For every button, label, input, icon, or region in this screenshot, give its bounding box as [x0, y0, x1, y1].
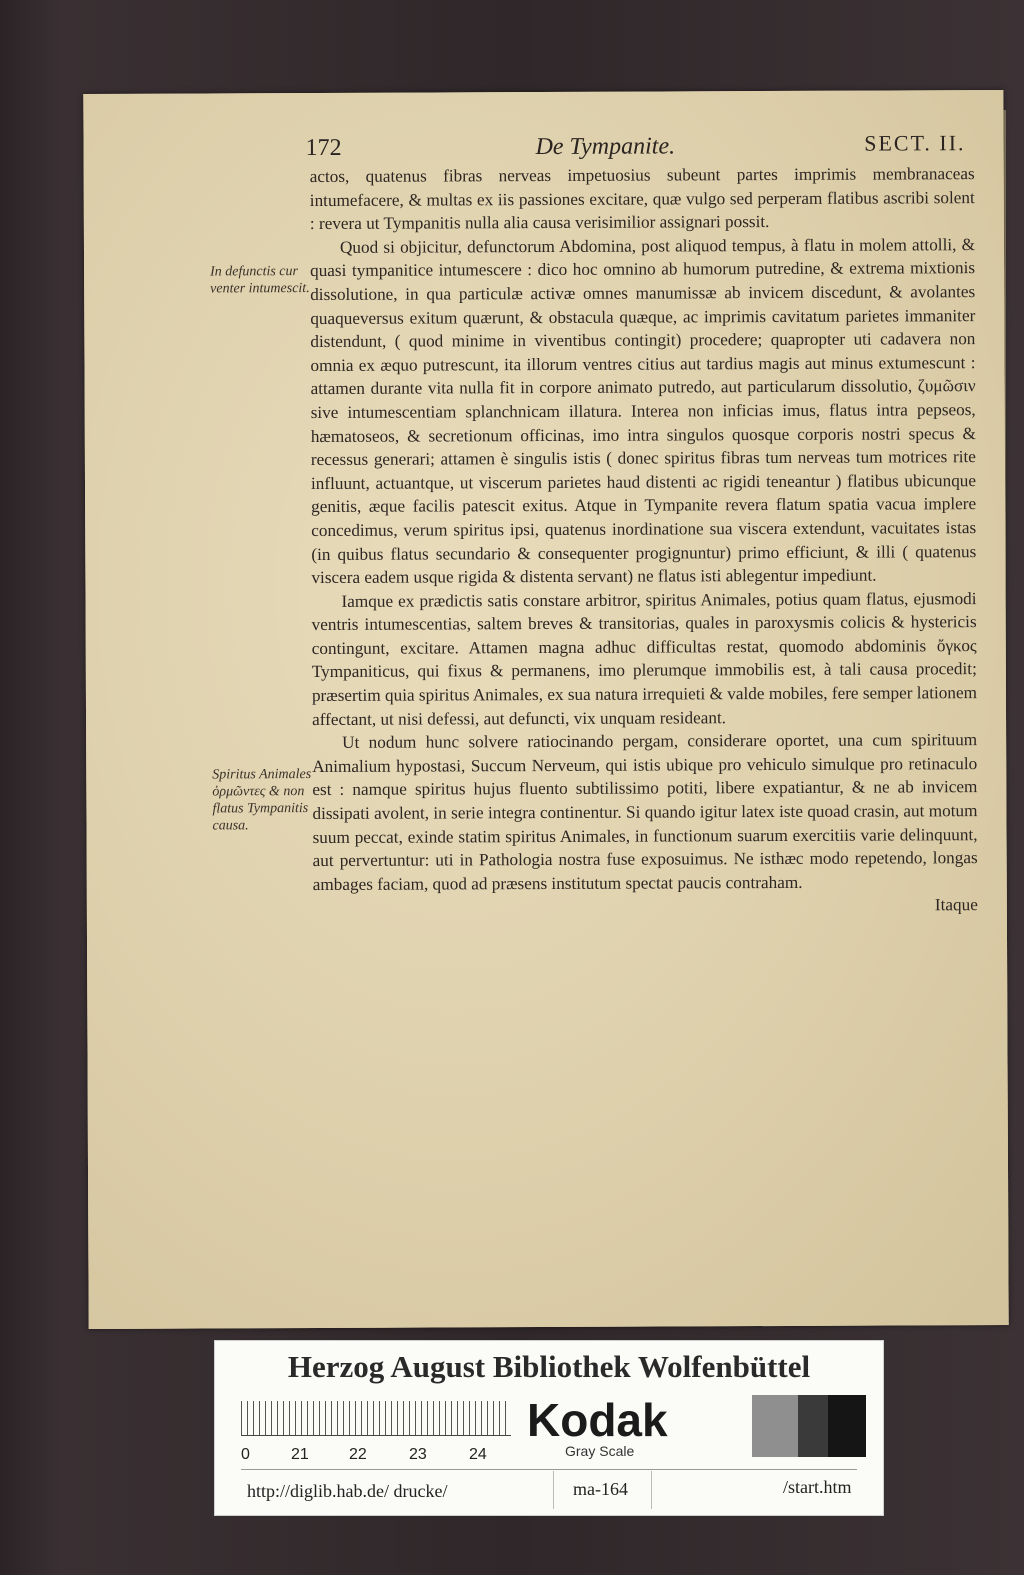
gray-scale-label: Gray Scale — [565, 1443, 635, 1459]
ruler-scale — [241, 1401, 511, 1436]
page-number: 172 — [305, 134, 342, 162]
paragraph: Iamque ex prædictis satis constare arbitror, spiritus Animales, potius quam flatus, ejusmodi ventris intumescentias, saltem breves & transitorias, quales in paroxysmis colicis & hystericis contingunt, excitare. Attamen magna adhuc difficultas restat, quomodo abdominis ὄγκος Tympaniticus, qui fixus & permanens, imo plerumque immobilis est, à tali causa procedit; præsertim quia spiritus Animales, ex sua natura irrequieti & valde mobiles, fere semper lationem affectant, ut nisi defessi, aut defuncti, vix unquam residеant. — [311, 588, 977, 729]
section-label: SECT. II. — [864, 130, 966, 156]
running-title: De Tympanite. — [535, 133, 676, 161]
divider — [553, 1471, 554, 1509]
ruler-number: 0 — [241, 1446, 250, 1463]
book-page — [83, 90, 1008, 1329]
divider — [241, 1469, 857, 1470]
kodak-logo: Kodak — [527, 1394, 668, 1446]
margin-note: In defunctis cur venter intumescit. — [210, 264, 310, 297]
body-text — [310, 162, 978, 920]
ruler-number: 21 — [291, 1446, 309, 1463]
gray-patch — [828, 1395, 866, 1457]
paragraph: Ut nodum hunc solvere ratiocinando pergam, considerare oportet, una cum spirituum Animalium hypostasi, Succum Nerveum, qui istis ubique pro vehiculo simulque pro retinaculo est : namque spiritus hujus fluento subtilissimo potiti, libere expatiantur, & ne ab invicem dissipati avolent, in serie integra continentur. Si quando igitur latex iste quoad crasin, aut motum suum peccat, exinde statim spiritus Animales, in functionum suarum exercitiis varie delinquunt, aut pervertuntur: uti in Pathologia nostra fuse exposuimus. Ne isthæc modo repetendo, longas ambages faciam, quod ad præsens institutum spectat paucis contraham. — [312, 730, 978, 894]
page-header — [305, 130, 965, 165]
library-name: Herzog August Bibliothek Wolfenbüttel — [287, 1349, 811, 1384]
url-right: /start.htm — [783, 1477, 852, 1497]
paragraph: Quod si objicitur, defunctorum Abdomina, post aliquod tempus, à flatu in molem attolli, & quasi tympanitice intumescere : dico hoc omnino ab humorum putredine, & extrema mixtionis dissolutione, in qua particulæ activæ omnes manumissæ ab invicem discedunt, & avolantes quaqueversus exitum quærunt, & obstacula quæque, ac imprimis cavitatum parietes immaniter distendunt, ( quod minime in viventibus contingit) procedere; quapropter uti cadavera non omnia ex æquo putrescunt, ita illorum ventres citius aut tardius magis aut minus extumescunt : attamen durante vita nulla fit in corpore animato putredo, aut particularum dissolutio, ζυμῶσιν sive intumescentiam splanchnicam illatura. Interea non inficias imus, flatus intra pepseos, hæmatoseos, & secretionum officinas, imo intra singulos quosque corporis nostri specus & recessus generari; attamen è singulis istis ( donec spiritus fibras tum nerveas tum motrices rite influunt, actuantque, ut viscerum parietes haud distenti ac rigidi teneantur ) flatibus ubicunque genitis, æque facilis patescit exitus. Atque in Tympanite revera flatum spatia vacua implere concedimus, verum spiritus ipsi, quatenus inordinatione sua viscera extendunt, vacuitates istas (in quibus flatus secundario & consequenter progignuntur) primo efficiunt, & illi ( quatenus viscera eadem usque rigida & distenta servant) ne flatus isti ablegentur impediunt. — [310, 234, 977, 588]
divider — [651, 1471, 652, 1509]
url-left: http://diglib.hab.de/ drucke/ — [247, 1481, 448, 1501]
catchword: Itaque — [934, 895, 978, 915]
gray-patch — [798, 1395, 828, 1457]
paragraph: actos, quatenus fibras nerveas impetuosius subeunt partes imprimis membranaceas intumefacere, & multas ex iis passiones excitare, quæ vulgo sed perperam flatibus ascribi solent : revera ut Tympanitis nulla alia causa verisimilior assignari possit. — [309, 164, 975, 234]
ruler-number: 22 — [349, 1446, 367, 1463]
gray-patch — [752, 1395, 798, 1457]
scan-label-card — [214, 1340, 884, 1516]
margin-note: Spiritus Animales ὀρμῶντες & non flatus Tympanitis causa. — [212, 767, 312, 834]
ruler-number: 23 — [409, 1446, 427, 1463]
ruler-number: 24 — [469, 1446, 487, 1463]
shelfmark: ma-164 — [573, 1479, 628, 1499]
